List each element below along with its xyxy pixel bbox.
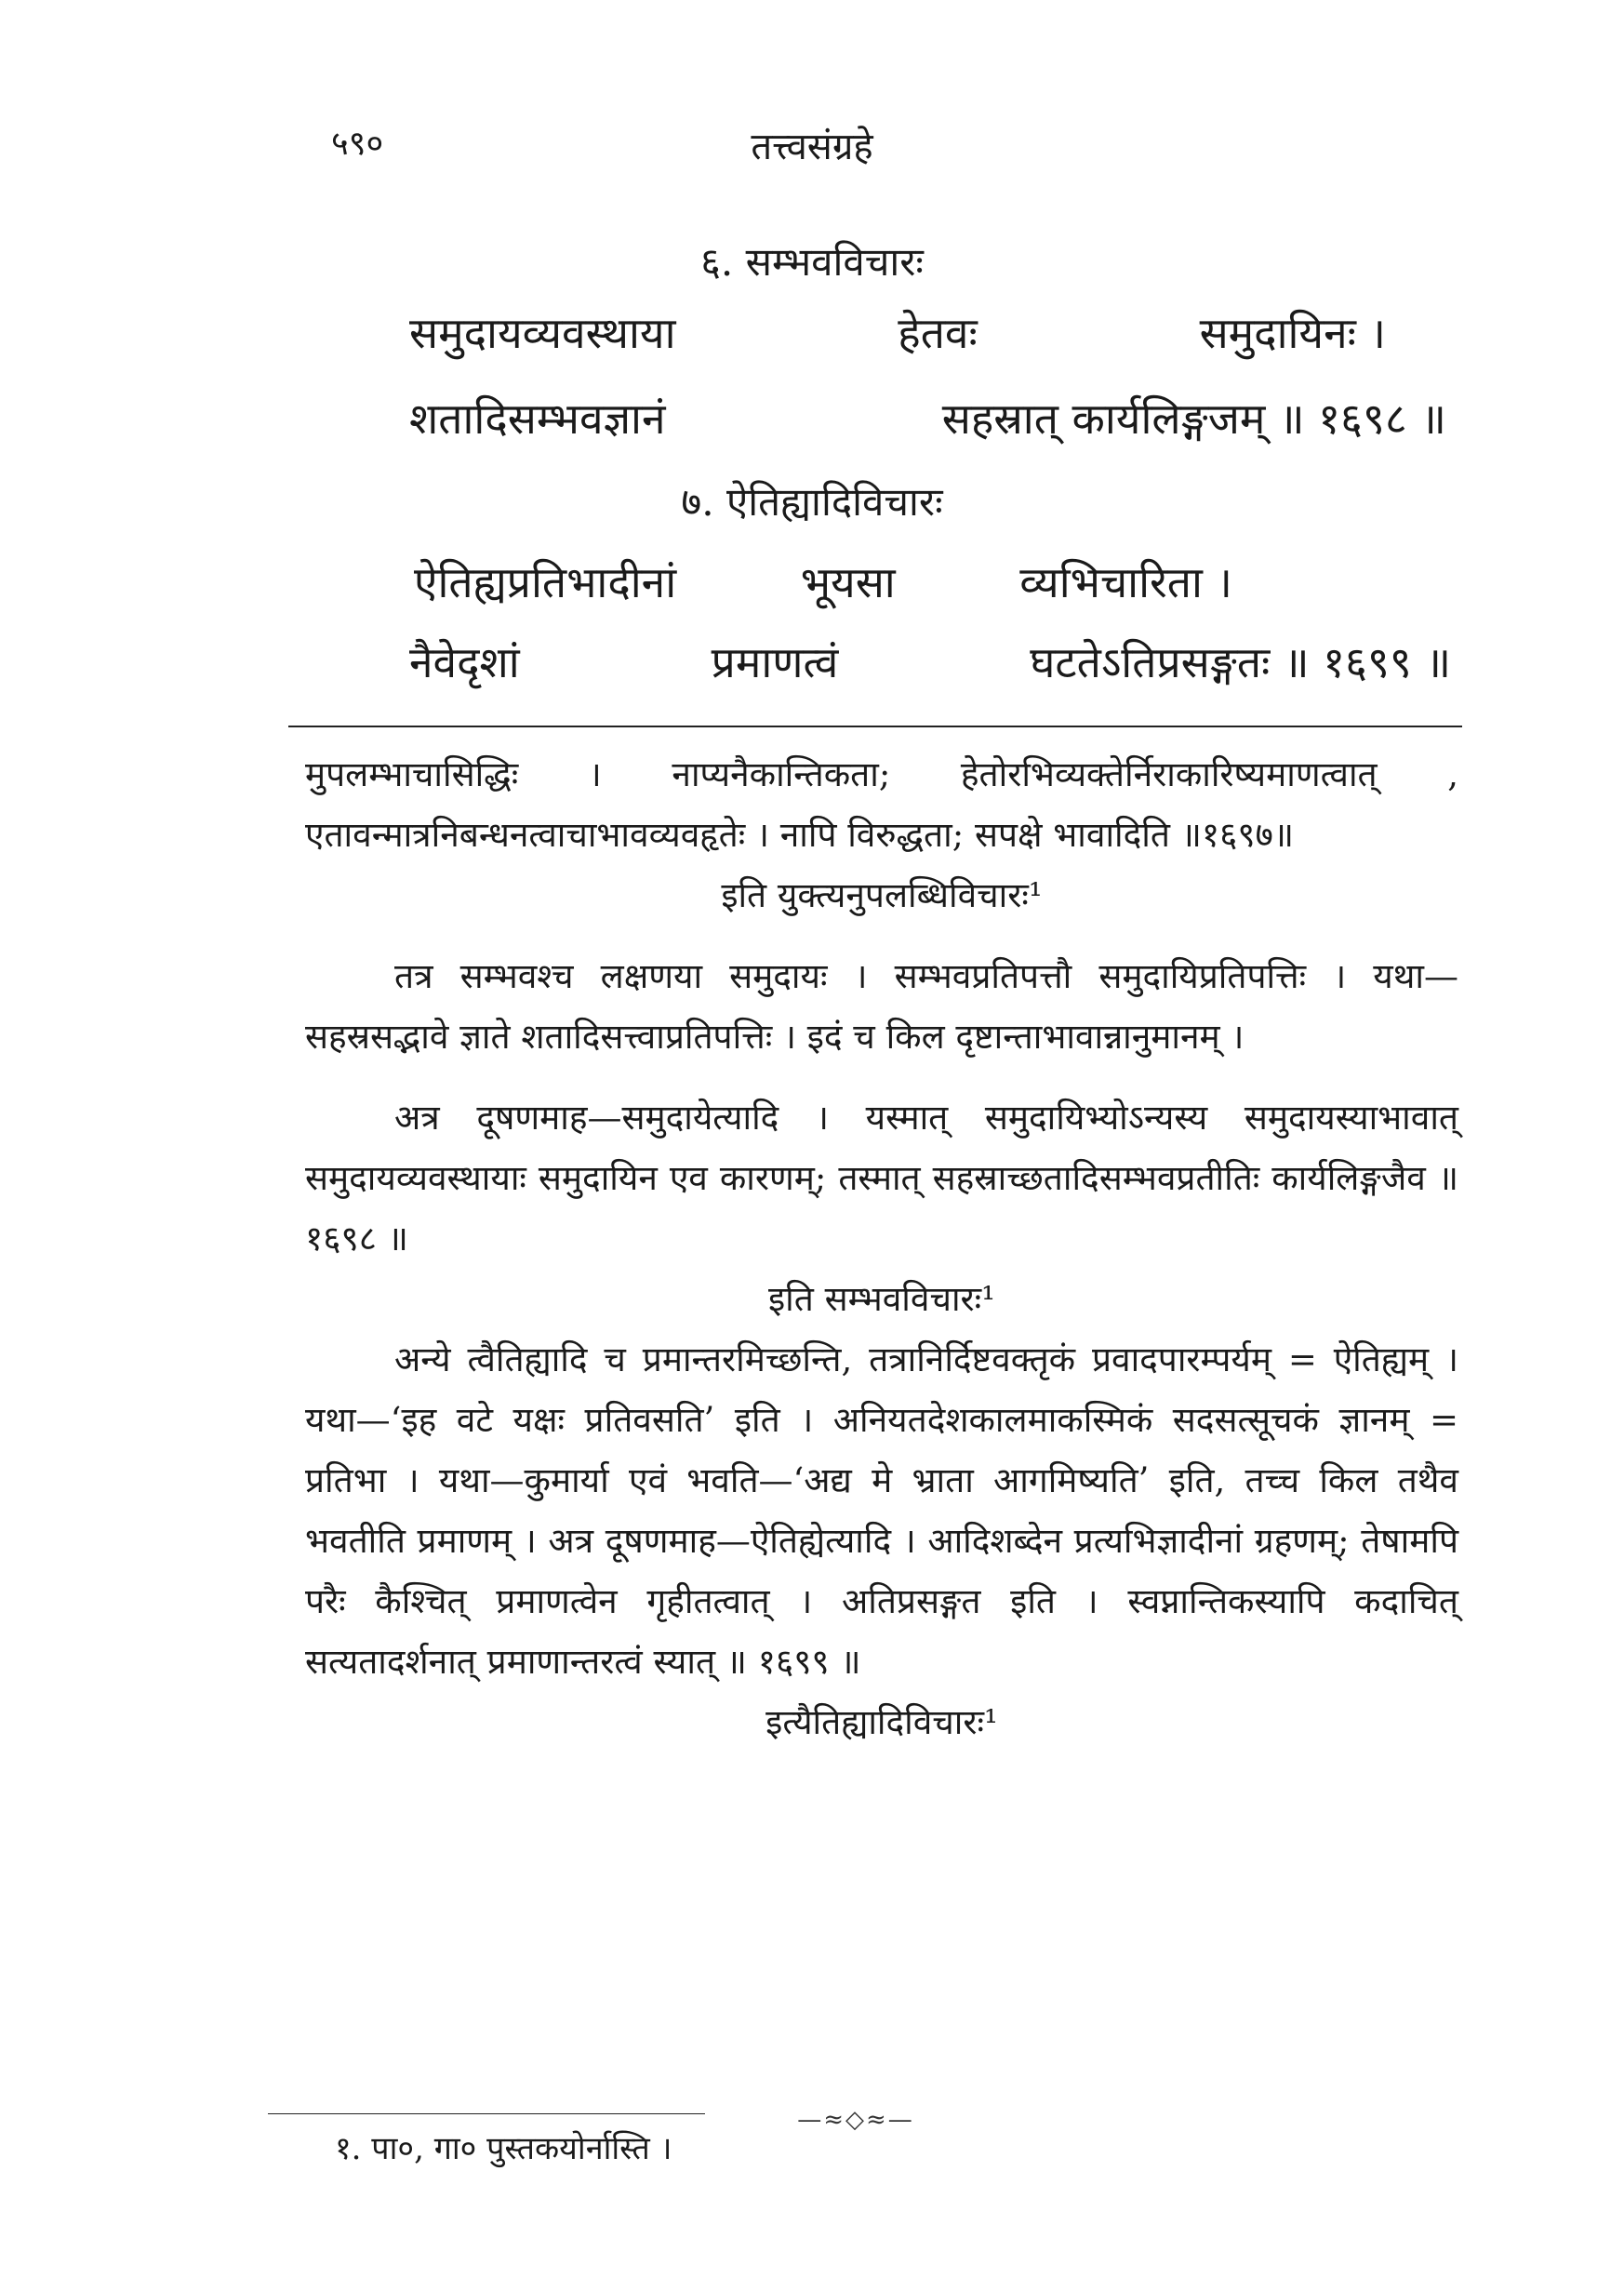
section-end-heading-1: इति युक्त्यनुपलब्धिविचारः¹: [721, 875, 1043, 915]
verse-1698-line-1: [409, 303, 1386, 361]
verse-word: शतादिसम्भवज्ञानं: [409, 393, 666, 444]
verse-word: भूयसा: [800, 557, 896, 607]
commentary-paragraph-3: अत्र दूषणमाह—समुदायेत्यादि । यस्मात् समुदायिभ्योऽन्यस्य समुदायस्याभावात् समुदायव्यवस्थायाः समुदायिन एव कारणम्; तस्मात् सहस्राच्छतादिसम्भवप्रतीतिः कार्यलिङ्गजैव ॥ १६९८ ॥: [305, 1098, 1458, 1259]
commentary-paragraph-2: तत्र सम्भवश्च लक्षणया समुदायः । सम्भवप्रतिपत्तौ समुदायिप्रतिपत्तिः । यथा—सहस्रसद्भावे ज्ञाते शतादिसत्त्वाप्रतिपत्तिः । इदं च किल दृष्टान्ताभावान्नानुमानम् ।: [305, 956, 1458, 1057]
verse-word: घटतेऽतिप्रसङ्गतः ॥ १६९९ ॥: [1030, 637, 1451, 687]
commentary-paragraph-4: अन्ये त्वैतिह्यादि च प्रमान्तरमिच्छन्ति, तत्रानिर्दिष्टवक्तृकं प्रवादपारम्पर्यम् = ऐतिह्यम् । यथा—‘इह वटे यक्षः प्रतिवसति’ इति । अनियतदेशकालमाकस्मिकं सदसत्सूचकं ज्ञानम् = प्रतिभा । यथा—कुमार्या एवं भवति—‘अद्य मे भ्राता आगमिष्यति’ इति, तच्च किल तथैव भवतीति प्रमाणम् । अत्र दूषणमाह—ऐतिह्येत्यादि । आदिशब्देन प्रत्यभिज्ञादीनां ग्रहणम्; तेषामपि परैः कैश्चित् प्रमाणत्वेन गृहीतत्वात् । अतिप्रसङ्गत इति । स्वप्नान्तिकस्यापि कदाचित् सत्यतादर्शनात् प्रमाणान्तरत्वं स्यात् ॥ १६९९ ॥: [305, 1339, 1458, 1682]
verse-word: ऐतिह्यप्रतिभादीनां: [414, 557, 677, 607]
verse-1699-line-2: [409, 633, 1451, 690]
end-ornament: —≈◇≈—: [797, 2106, 914, 2134]
verse-word: समुदायिनः ।: [1199, 308, 1386, 358]
verse-word: सहस्रात् कार्यलिङ्गजम् ॥ १६९८ ॥: [941, 393, 1446, 444]
verse-1699-line-1: [414, 553, 1232, 610]
verse-commentary-divider: [288, 726, 1462, 727]
section-7-heading: ७. ऐतिह्यादिविचारः: [681, 479, 943, 525]
commentary-paragraph-1: मुपलम्भाचासिद्धिः । नाप्यनैकान्तिकता; हेतोरभिव्यक्तेर्निराकारिष्यमाणत्वात् , एतावन्मात्रनिबन्धनत्वाचाभावव्यवहृतेः । नापि विरुद्धता; सपक्षे भावादिति ॥१६९७॥: [305, 754, 1458, 855]
verse-word: हेतवः: [898, 308, 978, 358]
section-end-heading-2: इति सम्भवविचारः¹: [768, 1279, 995, 1319]
section-6-heading: ६. सम्भवविचारः: [700, 239, 924, 285]
footnote: १. पा०, गा० पुस्तकयोर्नास्ति ।: [335, 2130, 672, 2167]
verse-word: व्यभिचारिता ।: [1019, 557, 1232, 607]
verse-word: समुदायव्यवस्थाया: [409, 308, 676, 358]
verse-1698-line-2: [409, 389, 1446, 446]
footnote-rule: [268, 2113, 705, 2114]
running-title: तत्त्वसंग्रहे: [751, 126, 873, 168]
commentary-block: [305, 744, 1458, 1752]
page-number: ५९०: [331, 125, 384, 163]
verse-word: प्रमाणत्वं: [711, 637, 839, 687]
section-end-heading-3: इत्यैतिह्यादिविचारः¹: [765, 1702, 998, 1742]
verse-word: नैवेदृशां: [409, 637, 520, 687]
